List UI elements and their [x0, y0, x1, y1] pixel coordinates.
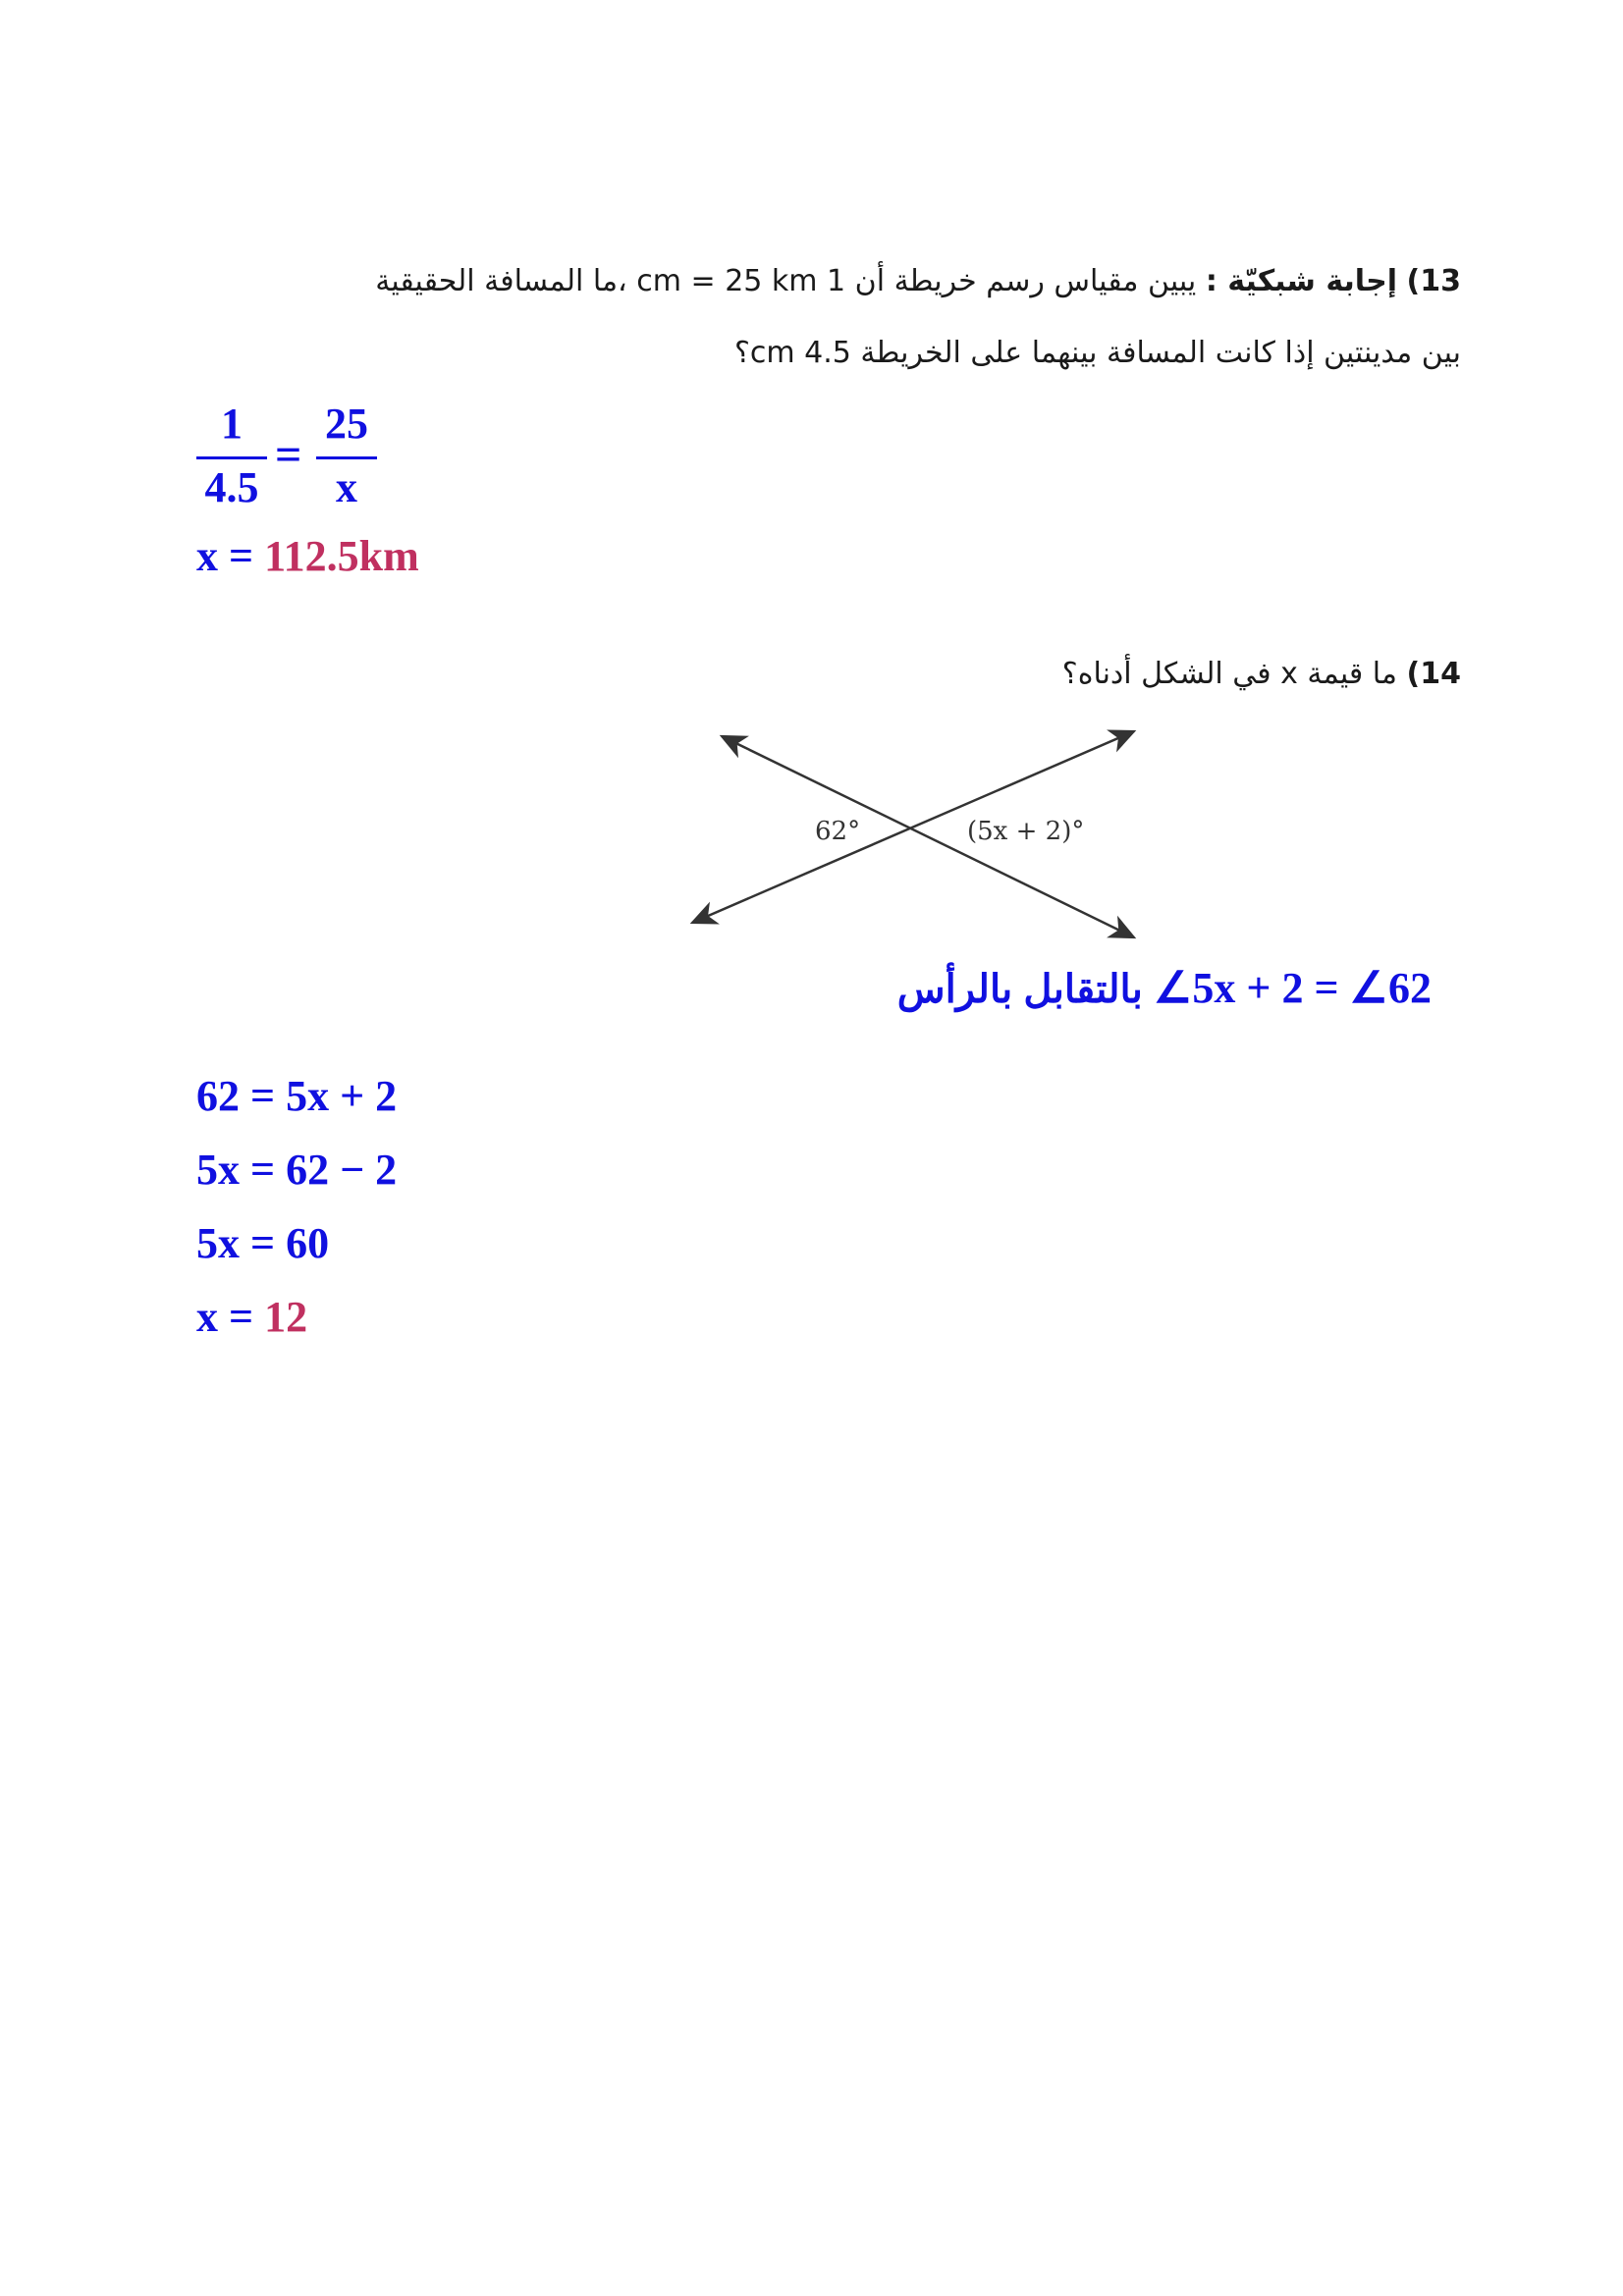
question-13-text-2: بين مدينتين إذا كانت المسافة بينهما على الخريطة 4.5 cm؟ — [733, 336, 1461, 370]
q14-step-3: 5x = 60 — [196, 1219, 330, 1267]
question-13-line-1 — [185, 264, 1461, 298]
q14-final-lhs: x = — [196, 1293, 254, 1341]
fraction-right — [316, 402, 377, 510]
fraction-equals: = — [275, 429, 302, 481]
q14-step-1: 62 = 5x + 2 — [196, 1072, 398, 1120]
question-13-number: 13) — [1406, 264, 1461, 298]
q14-reason: بالتقابل بالرأس — [896, 968, 1143, 1011]
q13-result-value: 112.5km — [264, 532, 419, 580]
angle-label-left: 62° — [815, 817, 861, 846]
q13-result — [196, 532, 419, 580]
question-14-text: ما قيمة x في الشكل أدناه؟ — [1061, 657, 1397, 691]
fraction-left-denominator: 4.5 — [204, 463, 259, 511]
question-14-number: 14) — [1406, 657, 1461, 691]
fraction-right-denominator: x — [336, 463, 357, 511]
fraction-left — [196, 402, 267, 510]
q14-final-result — [196, 1293, 308, 1341]
question-13-line-2 — [185, 336, 1461, 370]
fraction-left-numerator: 1 — [221, 400, 243, 448]
q14-final-value: 12 — [264, 1293, 308, 1341]
question-13-label: إجابة شبكيّة : — [1205, 264, 1397, 298]
intersecting-lines-figure — [677, 717, 1159, 952]
fraction-right-numerator: 25 — [325, 400, 368, 448]
q13-result-lhs: x = — [196, 532, 254, 580]
question-13-text-1: يبين مقياس رسم خريطة أن 1 cm = 25 km ،ما المسافة الحقيقية — [375, 264, 1197, 298]
q14-step-2: 5x = 62 − 2 — [196, 1146, 398, 1194]
question-14 — [577, 657, 1461, 691]
fraction-right-bar — [316, 456, 377, 459]
q14-relation-line — [896, 964, 1432, 1012]
q14-relation: ∠5x + 2 = ∠62 — [1153, 964, 1432, 1012]
angle-label-right: (5x + 2)° — [967, 817, 1085, 846]
fraction-left-bar — [196, 456, 267, 459]
